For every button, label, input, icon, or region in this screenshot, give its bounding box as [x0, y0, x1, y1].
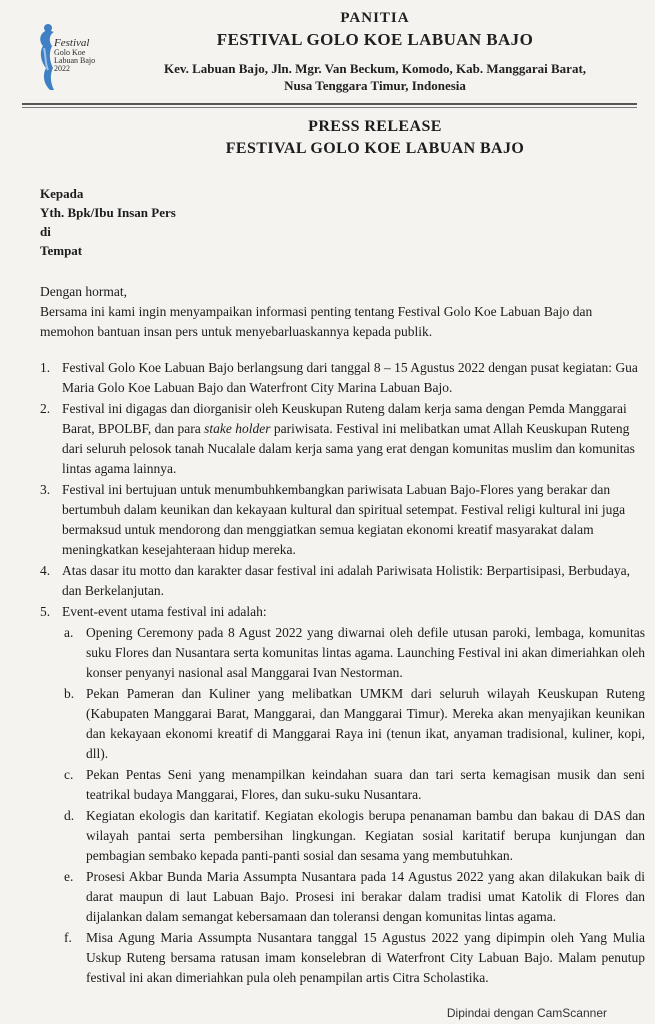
sub-item-letter: b. — [64, 686, 75, 701]
address-line-1: Kev. Labuan Bajo, Jln. Mgr. Van Beckum, Komodo, Kab. Manggarai Barat, — [163, 61, 587, 76]
recipient-line: di — [40, 224, 51, 239]
logo-text-2: Golo Koe — [54, 48, 86, 57]
item-number: 2. — [40, 401, 51, 416]
item-text-part: pariwisata. Festival ini melibatkan umat Allah Keuskupan Ruteng dari seluruh pelosok tanah Nucalale dalam kerja sama yang erat dengan komunitas muslim dan komunitas lintas agama lainnya. — [62, 421, 635, 476]
sub-list-item — [64, 928, 645, 988]
item-number: 4. — [40, 563, 51, 578]
logo-text-4: 2022 — [54, 64, 70, 73]
logo-text-1: Festival — [54, 37, 90, 49]
header-rule-thick — [22, 103, 637, 105]
intro-body: Bersama ini kami ingin menyampaikan informasi penting tentang Festival Golo Koe Labuan Bajo dan memohon bantuan insan pers untuk menyebarluaskannya kepada publik. — [40, 304, 593, 339]
logo-text-3: Labuan Bajo — [54, 56, 96, 65]
item-text: Atas dasar itu motto dan karakter dasar festival ini adalah Pariwisata Holistik: Berpartisipasi, Berbudaya, dan Berkelanjutan. — [62, 563, 630, 598]
sub-list-item — [64, 867, 645, 927]
address-line-2: Nusa Tenggara Timur, Indonesia — [284, 78, 466, 93]
sub-list-item — [64, 765, 645, 805]
recipient-line: Kepada — [40, 186, 84, 201]
list-item — [40, 561, 645, 601]
press-release-title — [110, 116, 640, 160]
sub-item-letter: e. — [64, 869, 74, 884]
sub-item-text: Pekan Pentas Seni yang menampilkan keindahan suara dan tari serta kemagisan musik dan seni teatrikal budaya Manggarai, Flores, dan suku-suku Nusantara. — [86, 767, 645, 802]
sub-item-text: Pekan Pameran dan Kuliner yang melibatkan UMKM dari seluruh wilayah Keuskupan Ruteng (Kabupaten Manggarai Barat, Manggarai, dan Manggarai Timur). Mereka akan menyajikan keunikan dan kekayaan ekonomi kreatif di Manggarai Raya ini (tenun ikat, anyaman tradisional, kuliner, kopi, dll). — [86, 686, 645, 761]
list-item — [40, 602, 645, 622]
committee-label: PANITIA — [340, 10, 410, 26]
sub-item-letter: f. — [64, 930, 72, 945]
item-number: 5. — [40, 604, 51, 619]
recipient-line: Yth. Bpk/Ibu Insan Pers — [40, 205, 176, 220]
title-line-1: PRESS RELEASE — [308, 118, 442, 135]
sub-list-item — [64, 623, 645, 683]
sub-item-letter: c. — [64, 767, 74, 782]
recipient-line: Tempat — [40, 243, 83, 258]
sub-item-text: Misa Agung Maria Assumpta Nusantara tanggal 15 Agustus 2022 yang dipimpin oleh Yang Mulia Uskup Ruteng bersama ratusan imam konselebran di Waterfront City Labuan Bajo. Malam penutup festival ini akan dimeriahkan pula oleh penampilan artis Citra Scholastika. — [86, 930, 645, 985]
intro-paragraph — [40, 282, 640, 342]
sub-item-letter: d. — [64, 808, 75, 823]
item-text: Event-event utama festival ini adalah: — [62, 604, 267, 619]
item-text: Festival ini bertujuan untuk menumbuhkembangkan pariwisata Labuan Bajo-Flores yang berakar dan bertumbuh dalam keunikan dan kekayaan kultural dan spiritual setempat. Festival religi kultural ini juga bermaksud untuk mendorong dan menggiatkan semua kegiatan ekonomi kreatif masyarakat dalam meningkatkan kesejahteraan hidup mereka. — [62, 482, 626, 557]
header-rule-thin — [22, 107, 637, 108]
points-list — [40, 358, 645, 989]
greeting: Dengan hormat, — [40, 284, 127, 299]
list-item — [40, 480, 645, 560]
item-text-italic: stake holder — [204, 421, 271, 436]
item-number: 1. — [40, 360, 51, 375]
sub-item-text: Opening Ceremony pada 8 Agust 2022 yang diwarnai oleh defile utusan paroki, lembaga, komunitas suku Flores dan Nusantara serta komunitas lintas agama. Launching Festival ini akan dimeriahkan oleh konser penyanyi nasional asal Manggarai Ivan Nestorman. — [86, 625, 645, 680]
sub-list-item — [64, 684, 645, 764]
list-item — [40, 399, 645, 479]
title-line-2: FESTIVAL GOLO KOE LABUAN BAJO — [225, 140, 525, 157]
list-item — [40, 358, 645, 398]
sub-item-letter: a. — [64, 625, 74, 640]
festival-name: FESTIVAL GOLO KOE LABUAN BAJO — [216, 30, 534, 49]
sub-list-item — [64, 806, 645, 866]
letterhead — [110, 8, 640, 94]
festival-logo — [30, 22, 102, 94]
item-text — [62, 399, 645, 479]
scanner-watermark: Dipindai dengan CamScanner — [446, 1006, 607, 1020]
item-text: Festival Golo Koe Labuan Bajo berlangsung dari tanggal 8 – 15 Agustus 2022 dengan pusat kegiatan: Gua Maria Golo Koe Labuan Bajo dan Waterfront City Marina Labuan Bajo. — [62, 360, 638, 395]
sub-item-text: Kegiatan ekologis dan karitatif. Kegiatan ekologis berupa penanaman bambu dan bakau di DAS dan wilayah pantai serta pembersihan lingkungan. Kegiatan sosial karitatif berupa kunjungan dan pembagian sembako kepada panti-panti sosial dan sesama yang membutuhkan. — [86, 808, 645, 863]
recipient-block — [40, 184, 340, 260]
sub-item-text: Prosesi Akbar Bunda Maria Assumpta Nusantara pada 14 Agustus 2022 yang akan dilakukan baik di darat maupun di laut Labuan Bajo. Prosesi ini berakar dalam tradisi umat Katolik di Flores dan dijalankan dalam semangat kebersamaan dan toleransi dengan komunitas lintas agama. — [86, 869, 645, 924]
item-text-part: Festival ini digagas dan diorganisir oleh Keuskupan Ruteng dalam kerja sama dengan Pemda Manggarai Barat, BPOLBF, dan para — [62, 401, 627, 436]
item-number: 3. — [40, 482, 51, 497]
